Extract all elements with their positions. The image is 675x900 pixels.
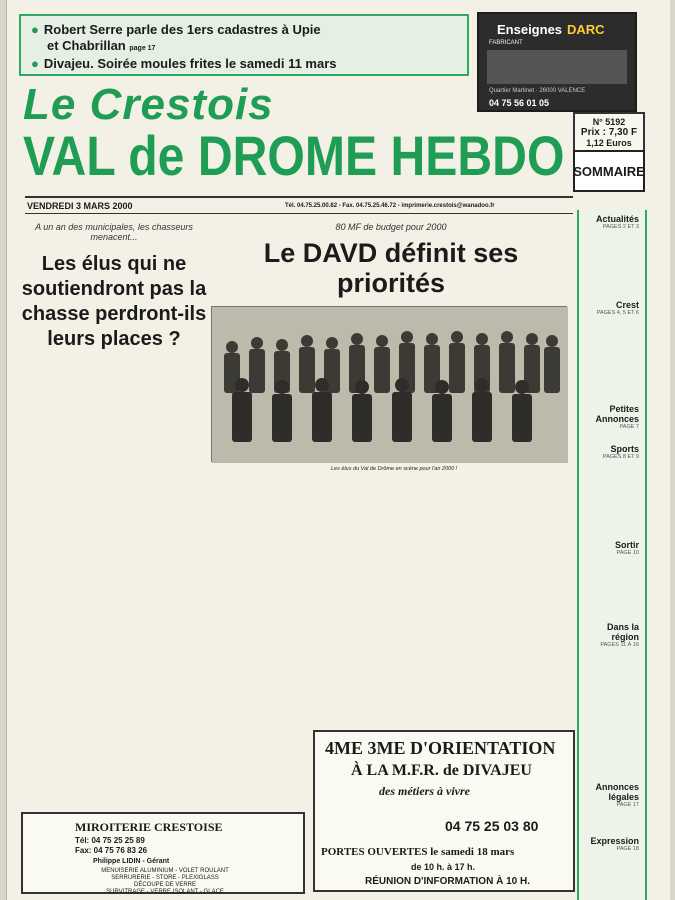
mfr-open-days: PORTES OUVERTES le samedi 18 mars <box>321 846 515 858</box>
sidebar-item-crest[interactable]: Crest PAGES 4, 5 ET 6 <box>596 300 639 316</box>
teaser-1-page: page 17 <box>129 45 156 52</box>
ad-brand-1: Enseignes <box>497 22 563 37</box>
photo-caption: Les élus du Val de Drôme en scène pour l'an 2000 ! <box>331 466 458 472</box>
contact-info: Tél. 04.75.25.00.82 - Fax. 04.75.25.46.72 - imprimerie.crestois@wanadoo.fr <box>285 203 495 209</box>
issue-price-fr: Prix : 7,30 F <box>580 127 638 138</box>
masthead-title: Le Crestois <box>23 80 274 129</box>
mfr-phone: 04 75 25 03 80 <box>445 818 539 834</box>
sidebar-item-sports[interactable]: Sports PAGES 8 ET 9 <box>602 444 639 460</box>
top-teaser-bar: ● Robert Serre parle des 1ers cadastres à Upie et Chabrillan page 17 ● Divajeu. Soirée moules frites le samedi 11 mars <box>19 14 469 76</box>
group-photo <box>211 306 567 462</box>
mfr-subtitle: À LA M.F.R. de DIVAJEU <box>351 762 532 779</box>
ad-image <box>487 50 627 84</box>
issue-box <box>573 112 645 152</box>
miroiterie-tel: Tél: 04 75 25 25 89 <box>75 836 145 845</box>
dateline-bar <box>25 196 573 214</box>
summary-sidebar <box>577 210 647 900</box>
summary-label-box <box>573 150 645 192</box>
center-article <box>211 222 571 732</box>
sidebar-item-actualites[interactable]: Actualités PAGES 2 ET 3 <box>595 214 639 230</box>
ad-phone: 04 75 56 01 05 <box>489 98 550 108</box>
ad-location: Quartier Martinet · 26000 VALENCE <box>489 88 586 94</box>
sidebar-item-sortir[interactable]: Sortir PAGE 10 <box>614 540 639 556</box>
sidebar-item-dans-la-region[interactable]: Dans la région PAGES 11 À 16 <box>600 622 639 648</box>
mfr-hours: de 10 h. à 17 h. <box>411 862 476 872</box>
left-article <box>21 222 207 892</box>
mfr-divajeu-ad[interactable] <box>313 730 575 892</box>
miroiterie-services: MENUISERIE ALUMINIUM - VOLET ROULANT SERRURERIE - STORE - PLEXIGLASS DÉCOUPE DE VERRE SURVITRAGE - VERRE ISOLANT - GLACE <box>101 868 229 895</box>
masthead-subtitle: VAL de DROME HEBDO <box>23 124 565 187</box>
miroiterie-ad[interactable] <box>21 812 305 894</box>
newspaper-page <box>6 0 670 900</box>
sidebar-item-petites-annonces[interactable]: Petites Annonces PAGE 7 <box>595 404 639 430</box>
miroiterie-fax: Fax: 04 75 76 83 26 <box>75 846 148 855</box>
enseignes-ad[interactable] <box>477 12 637 112</box>
ad-fabricant: FABRICANT <box>489 40 523 46</box>
ad-brand-2: DARC <box>567 22 605 37</box>
left-kicker: A un an des municipales, les chasseurs menacent... <box>35 222 193 242</box>
miroiterie-name: MIROITERIE CRESTOISE <box>75 820 223 834</box>
teaser-1b: et Chabrillan <box>47 38 126 53</box>
teaser-1[interactable]: Robert Serre parle des 1ers cadastres à Upie <box>43 22 321 37</box>
issue-date: VENDREDI 3 MARS 2000 <box>27 201 133 211</box>
group-photo-figures <box>212 307 568 463</box>
mfr-tagline: des métiers à vivre <box>379 784 470 798</box>
summary-label: SOMMAIRE <box>573 163 645 179</box>
mfr-info: RÉUNION D'INFORMATION À 10 H. <box>365 876 530 887</box>
sidebar-item-annonces-legales[interactable]: Annonces légales PAGE 17 <box>595 782 639 808</box>
issue-number: N° 5192 <box>592 117 626 127</box>
left-headline[interactable]: Les élus qui ne soutiendront pas la chasse perdront-ils leurs places ? <box>21 253 207 350</box>
miroiterie-manager: Philippe LIDIN - Gérant <box>93 858 170 865</box>
center-headline[interactable]: Le DAVD définit ses priorités <box>263 238 519 298</box>
sidebar-item-expression[interactable]: Expression PAGE 18 <box>590 836 639 852</box>
mfr-title: 4ME 3ME D'ORIENTATION <box>325 738 556 758</box>
teaser-2[interactable]: Divajeu. Soirée moules frites le samedi 11 mars <box>43 56 337 71</box>
center-kicker: 80 MF de budget pour 2000 <box>335 222 447 232</box>
issue-price-eur: 1,12 Euros <box>586 138 632 148</box>
